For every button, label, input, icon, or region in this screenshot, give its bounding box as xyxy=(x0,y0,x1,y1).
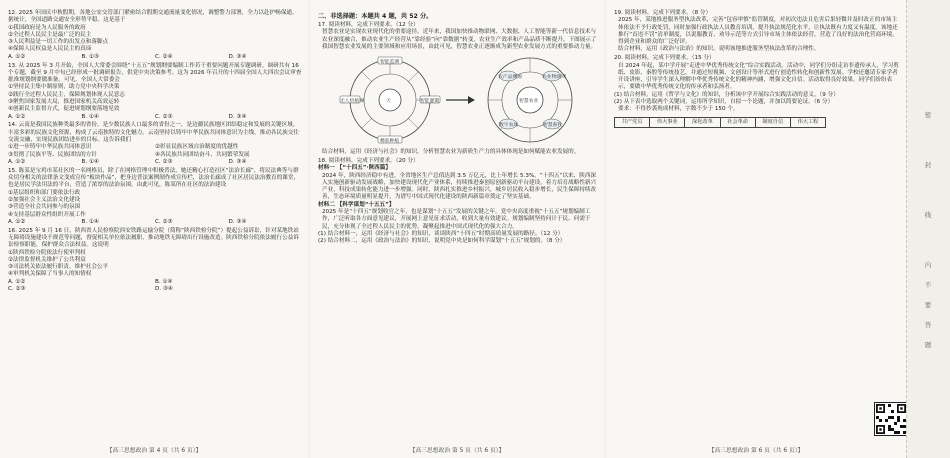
statement-item: ①陕西铁检分院依法行使审判权 xyxy=(8,249,86,256)
question-stem: 16. 2025 年 9 月 16 日，陕西省人民检察院西安铁路运输分院（简称“陕西铁检分院”）提起公益诉讼，针对某地铁站无障碍设施建设不规范等问题，督促相关单位依法履职，推动地铁无障碍出行设施改造。陕西铁检分院依法履行公益诉讼检察职能，保护群众合法权益。这说明 xyxy=(8,227,299,249)
smart-agriculture-diagram xyxy=(318,54,598,146)
statement-item: ①坚持民主集中制原则，助力党中央科学决策 xyxy=(8,84,120,91)
option: B. ①④ xyxy=(81,158,99,165)
question-20 xyxy=(614,55,900,128)
question-stem: 20. 阅读材料，完成下列要求。（15 分） xyxy=(614,55,715,62)
sub-question: (1) 结合材料一，运用《经济与社会》的知识，谈谈陕西“十四五”时期高质量发展的路径。（12 分） xyxy=(318,230,564,237)
option: D. ③④ xyxy=(228,53,247,60)
keyword-cell: 深化改革 xyxy=(685,118,720,127)
requirement-text: 要求：不得抄袭现成材料，字数不少于 150 个。 xyxy=(618,106,739,113)
statement-item: ③人民利益是一切工作的出发点和落脚点 xyxy=(8,39,109,46)
question-17 xyxy=(318,22,598,51)
sub-question: (2) 从下表中选取两个关键词，运用所学知识，自拟一个论题，并加以简要论证。（6 分） xyxy=(614,99,834,106)
sub-question: (1) 结合材料，运用《哲学与文化》的知识，分析该中学开展综合实践活动的意义。（9 分） xyxy=(614,91,839,98)
material-text: 2025 年，某地推进服务型执法改革，完善“包容审慎”监管制度，对初次违法且危害后果轻微并及时改正的市场主体依法不予行政处罚，同时加强行政执法人员教育培训，提升执法规范化水平，让执法既有力度又有温度。该地还推行“首违不罚”清单制度，以说服教育、劝导示范等方式引导市场主体依法经营，营造了良好的法治化营商环境，得到企业和群众的广泛好评。 xyxy=(618,17,898,46)
statement-items xyxy=(8,144,302,159)
statement-item: ②践行全过程人民民主，保障规划体现人民意志 xyxy=(8,91,125,98)
option: C. ②③ xyxy=(155,113,173,120)
question-17-task xyxy=(318,149,598,156)
keyword-cell: 伟大工程 xyxy=(797,118,819,125)
option: C. ②④ xyxy=(155,53,173,60)
task-text: 结合材料，运用《经济与社会》的知识，分析智慧农业为新质生产力的具体体现是如何赋能农业发展的。 xyxy=(322,149,580,156)
diagram-label: 数字农场 xyxy=(499,123,519,129)
keyword-cell: 社会革命 xyxy=(721,118,756,127)
right-wheel-center: 智慧农业 xyxy=(519,99,539,105)
page-footer: 【高三思想政治 第 5 页（共 6 页）】 xyxy=(409,448,505,454)
keyword-cell: 制度自信 xyxy=(756,118,791,127)
page-6 xyxy=(606,0,906,458)
statement-item: ④审判机关保障了当事人的知情权 xyxy=(8,271,92,278)
diagram-label: 农业物联网 xyxy=(542,75,566,81)
material-text: 2024 年，陕西经济稳中有进，全省地区生产总值达到 3.5 万亿元，比上年增长 5.3%。“十四五”以来，陕西深入实施创新驱动发展战略，加快建设现代化产业体系，持续推进秦创原创新驱动平台建设，着力培育战略性新兴产业，科技成果转化能力进一步增强。同时，陕西扎实推进乡村振兴，城乡居民收入稳步增长，民生保障持续改善，生态环境质量明显提升，为谱写中国式现代化建设的陕西新篇章奠定了坚实基础。 xyxy=(322,172,597,201)
option: B. ①④ xyxy=(155,278,173,285)
answer-options xyxy=(8,219,302,226)
task-text: 结合材料，运用《政治与法治》的知识，说明该地推进服务型执法改革的合理性。 xyxy=(618,46,820,53)
keyword-table xyxy=(614,117,826,128)
sub-question: (2) 结合材料二，运用《政治与法治》的知识，说明党中央是如何科学谋划“十五五”规划的。（8 分） xyxy=(318,238,566,245)
page-5 xyxy=(310,0,604,458)
diagram-label: 智能监测 xyxy=(380,60,400,66)
question-stem: 12. 2025 年国庆中秋假期，各地公安交管部门紧密结合假期交通流量变化情况，调整警力部署，全力以赴护畅保通。据统计，全国道路交通安全形势平稳。这是基于 xyxy=(8,10,298,24)
option: A. ①② xyxy=(8,53,26,60)
statement-item: ②加强社会主义法治文化建设 xyxy=(8,196,81,203)
answer-options xyxy=(8,159,302,166)
question-14 xyxy=(8,122,302,166)
statement-item: ②全过程人民民主是最广泛的民主 xyxy=(8,31,92,38)
option: D. ③④ xyxy=(155,285,173,292)
keyword-cell: 伟大事业 xyxy=(650,118,685,127)
margin-label: 题 xyxy=(924,341,932,349)
diagram-label: 精准种植 xyxy=(380,139,400,145)
arrow-icon xyxy=(446,96,475,104)
question-stem: 17. 阅读材料，完成下列要求。（12 分） xyxy=(318,22,419,28)
question-stem: 19. 阅读材料，完成下列要求。（8 分） xyxy=(614,10,712,16)
statement-item: ①我国政府是为人民服务的政府 xyxy=(8,24,86,31)
margin-label: 线 xyxy=(924,211,932,219)
margin-label: 不 xyxy=(924,281,932,289)
diagram-label: 无人机植保 xyxy=(340,99,364,105)
option: D. ③④ xyxy=(228,113,247,120)
page-footer: 【高三思想政治 第 6 页（共 6 页）】 xyxy=(708,448,804,454)
question-18 xyxy=(318,158,598,246)
option: D. ③④ xyxy=(228,218,247,225)
option: B. ①③ xyxy=(81,53,99,60)
option: A. ①② xyxy=(8,113,26,120)
statement-item: ④创新民主监督方式，促进规划纲要落地见效 xyxy=(8,106,120,113)
statement-item: ②法律监督机关维护了公共利益 xyxy=(8,256,86,263)
statement-item: ③贯彻了民族平等、民族团结的方针 xyxy=(8,151,97,158)
diagram-label: 智能灌溉 xyxy=(420,99,440,105)
option: C. ②③ xyxy=(155,158,173,165)
statement-item: ③司法机关依法履行职责，维护社会公平 xyxy=(8,264,109,271)
option: C. ②③ xyxy=(8,285,26,292)
answer-options xyxy=(8,114,302,121)
question-15 xyxy=(8,168,302,226)
question-12 xyxy=(8,10,302,61)
page-footer: 【高三思想政治 第 4 页（共 6 页）】 xyxy=(106,448,202,454)
option: B. ①④ xyxy=(81,218,99,225)
margin-label: 答 xyxy=(924,321,932,329)
statement-item: ③营造全社会共同参与的氛围 xyxy=(8,204,81,211)
question-16 xyxy=(8,228,302,294)
answer-options xyxy=(8,279,302,294)
statement-item: ①进一步铸牢中华民族共同体意识 xyxy=(8,144,92,151)
diagram-label: 农产品溯源 xyxy=(498,75,522,81)
statement-item: ③聚焦国家发展大局，推进国家机关高效运转 xyxy=(8,99,120,106)
statement-item: ④支持基层群众性组织开展工作 xyxy=(8,211,86,218)
option: D. ③④ xyxy=(228,158,247,165)
margin-label: 要 xyxy=(924,301,932,309)
diagram-label: 智慧畜牧 xyxy=(543,123,563,129)
question-stem: 14. 云南是我国民族种类最多的省份，是少数民族人口最多的省份之一，是边疆民族地区团结稳定和发展的关键区域。丰富多彩的民族文化资源，构成了云南独特的文化魅力。云南坚持以铸牢中华民族共同体意识为主线，推动各民族交往交流交融，实现民族团结进步的目标。这告诉我们 xyxy=(8,122,299,144)
material-title: 材料二 【科学谋划“十五五”】 xyxy=(318,201,395,208)
material-text: 自 2024 年起，某中学开展“走进中华优秀传统文化”综合实践活动。活动中，同学们分组走访非遗传承人，学习剪纸、皮影、秦腔等传统技艺，并通过短视频、文创设计等形式进行创造性转化和创新性发展。学校还邀请专家学者开设讲座，引导学生深入理解中华优秀传统文化的精神内涵，增强文化自信。活动取得良好效果，同学们纷纷表示，要做中华优秀传统文化的传承者和弘扬者。 xyxy=(618,62,899,91)
question-13 xyxy=(8,63,302,121)
question-stem: 15. 陈某是宝鸡市某社区的一名网格员，除了在网格管理中积极普法，她还精心打造社区“法治长廊”，将民法典等与群众切身相关的法律条文变成宣传“板块作品”，把身边普法案例制作成宣传栏，法治长廊成了社区居民法治教育的课堂，也是居民学法用法的平台，营造了浓厚的法治氛围。由此可见，陈某所在社区的法治建设 xyxy=(8,167,300,189)
statement-item: ④保障人民权益是人民民主的真谛 xyxy=(8,46,92,53)
binding-margin xyxy=(906,0,950,458)
keyword-cell: 共产党员 xyxy=(615,118,650,127)
margin-label: 内 xyxy=(924,261,932,269)
statement-item: ④各民族共同团结奋斗、共同繁荣发展 xyxy=(155,151,250,158)
section-title: 二、非选择题：本题共 4 题，共 52 分。 xyxy=(318,13,433,20)
left-wheel-center: 天 xyxy=(386,99,391,105)
question-stem: 18. 阅读材料，完成下列要求。（20 分） xyxy=(318,157,419,164)
option: A. ①② xyxy=(8,158,26,165)
statement-item: ②彰显民族区域自治制度的优越性 xyxy=(155,144,239,151)
answer-options xyxy=(8,54,302,61)
question-stem: 13. 从 2025 年 3 月开始，全国人大常委会围绕“十五五”规划纲要编制工作若干重要问题开展专题调研，调研共有 16 个专题，截至 9 月中旬已经形成一批调研报告，供党中央决策参考。这为 2026 年召开的十四届全国人大四次会议审查批准规划纲要做准备。可见，全国人大常委会 xyxy=(8,62,302,84)
page-4 xyxy=(0,0,308,458)
option: C. ②③ xyxy=(155,218,173,225)
margin-label: 密 xyxy=(924,111,932,119)
question-19 xyxy=(614,10,900,54)
option: B. ①④ xyxy=(81,113,99,120)
option: A. ①② xyxy=(8,218,26,225)
qr-code-icon xyxy=(874,402,908,436)
option: A. ①② xyxy=(8,278,26,285)
material-text: 智慧农业是实现农业现代化的重要途径。近年来，我国加快推动物联网、大数据、人工智能等新一代信息技术与农业深度融合，推动农业生产经营从“靠经验”向“靠数据”转变，农业生产效率和产品品质不断提升。下图展示了我国智慧农业发展的主要领域和应用场景，由此可见，智慧农业正逐渐成为新型农业发展方式的重要推动力量。 xyxy=(322,29,597,50)
margin-label: 封 xyxy=(924,161,932,169)
material-title: 材料一 【“十四五”·陕西篇】 xyxy=(318,165,391,172)
statement-item: ①基层组织和部门要依法行政 xyxy=(8,189,81,196)
material-text: 2025 年是“十四五”规划收官之年，也是谋划“十五五”发展的关键之年。党中央高度重视“十五五”规划编制工作，广泛听取各方面意见建议，开展网上意见征求活动，收到大量有效建议。规划编制坚持问计于民、问需于民，充分体现了全过程人民民主的优势，凝聚起推进中国式现代化的强大合力。 xyxy=(322,209,591,230)
